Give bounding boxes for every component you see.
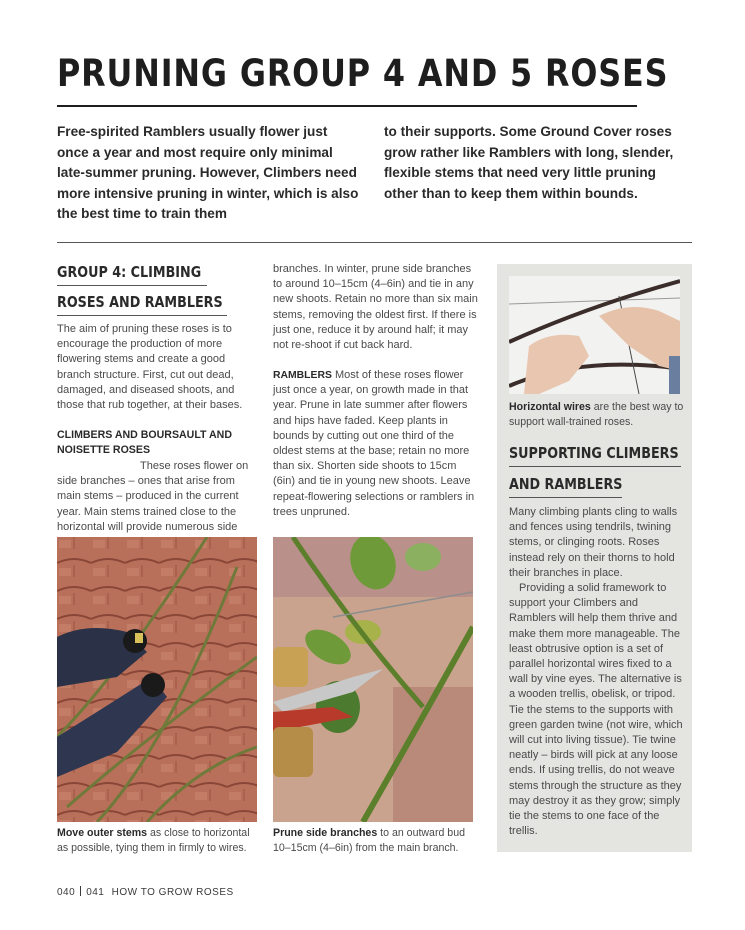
group4-heading-line2: ROSES AND RAMBLERS xyxy=(57,293,223,311)
title-underline xyxy=(57,105,637,107)
sidebar-heading-line2: AND RAMBLERS xyxy=(509,475,623,493)
photo-horizontal-wires-illustration xyxy=(509,276,680,394)
sidebar-caption-bold: Horizontal wires xyxy=(509,401,591,413)
sidebar-heading-line1: SUPPORTING CLIMBERS xyxy=(509,444,679,462)
group4-heading-rule2 xyxy=(57,315,227,316)
ramblers-paragraph xyxy=(273,368,478,520)
book-title: HOW TO GROW ROSES xyxy=(111,887,234,898)
climbers-paragraph-continued: branches. In winter, prune side branches to around 10–15cm (4–6in) and tie in any new shoots. Retain no more than six main stems, removing the oldest first. If there is just one, reduce it by around half; it may not re-shoot if cut back hard. xyxy=(273,263,478,352)
photo-tying-stems-illustration xyxy=(57,537,257,822)
ramblers-paragraph-text: Most of these roses flower just once a year, on growth made in that year. Prune in late summer after flowers and hips have faded. Keep plants in bounds by cutting out one third of the oldest stems at the base; retain no more than six. Shorten side shoots to 15cm (6in) and tie in young new shoots. Leave repeat-flowering selections or ramblers in trees unpruned. xyxy=(273,369,475,518)
photo2-caption-text: to an outward bud 10–15cm (4–6in) from the main branch. xyxy=(273,827,465,854)
page-number-right: 041 xyxy=(86,887,105,898)
photo-pruning-branch-illustration xyxy=(273,537,473,822)
sidebar-paragraph2: Providing a solid framework to support your Climbers and Ramblers will help them thrive and make them more manageable. The least obtrusive option is a set of parallel horizontal wires fixed to a wall by vine eyes. The alternative is a wooden trellis, obelisk, or tripod. Tie the stems to the supports with green garden twine (not wire, which will cut into living tissue). Tie twine neatly – birds will pick at any loose ends. If using trellis, do not weave stems through the structure as they may destroy it as they grow; simply tie the stems to one face of the trellis. xyxy=(509,582,683,838)
photo2-caption-bold: Prune side branches xyxy=(273,827,378,839)
sidebar-photo-caption xyxy=(509,400,684,429)
footer-separator xyxy=(80,886,81,896)
photo-horizontal-wires xyxy=(509,276,680,394)
photo2-caption xyxy=(273,826,478,855)
intro-left-column: Free-spirited Ramblers usually flower just once a year and most require only minimal late-summer pruning. However, Climbers need more intensive pruning in winter, which is also the best time to train them xyxy=(57,124,359,221)
photo1-caption xyxy=(57,826,257,855)
section-divider xyxy=(57,242,692,243)
photo-tying-stems xyxy=(57,537,257,822)
group4-heading-rule1 xyxy=(57,285,207,286)
page-title: PRUNING GROUP 4 AND 5 ROSES xyxy=(57,52,669,95)
photo-pruning-branch xyxy=(273,537,473,822)
photo1-caption-bold: Move outer stems xyxy=(57,827,148,839)
photo1-caption-text: as close to horizontal as possible, tying them in firmly to wires. xyxy=(57,827,250,854)
group4-heading-line1: GROUP 4: CLIMBING xyxy=(57,263,202,281)
page-number-left: 040 xyxy=(57,887,76,898)
page-footer xyxy=(57,886,234,898)
climbers-paragraph: These roses flower on side branches – ones that arise from main stems – produced in the current year. Main stems trained close to the horizontal will provide numerous side xyxy=(57,460,249,533)
climbers-subheading: CLIMBERS AND BOURSAULT AND NOISETTE ROSES xyxy=(57,429,232,457)
sidebar-caption-text: are the best way to support wall-trained roses. xyxy=(509,401,684,428)
group4-intro-paragraph: The aim of pruning these roses is to encourage the production of more flowering stems and create a good branch structure. First, cut out dead, damaged, and diseased shoots, and those that rub together, at their bases. xyxy=(57,323,243,412)
intro-right-column: to their supports. Some Ground Cover roses grow rather like Ramblers with long, slender, flexible stems that need very little pruning other than to keep them within bounds. xyxy=(384,124,674,201)
sidebar-paragraph1: Many climbing plants cling to walls and fences using tendrils, twining stems, or clinging roots. Roses instead rely on their thorns to hold their branches in place. xyxy=(509,506,678,579)
sidebar-heading-rule2 xyxy=(509,497,622,498)
ramblers-runin-heading: RAMBLERS xyxy=(273,370,332,381)
sidebar-heading-rule1 xyxy=(509,466,681,467)
